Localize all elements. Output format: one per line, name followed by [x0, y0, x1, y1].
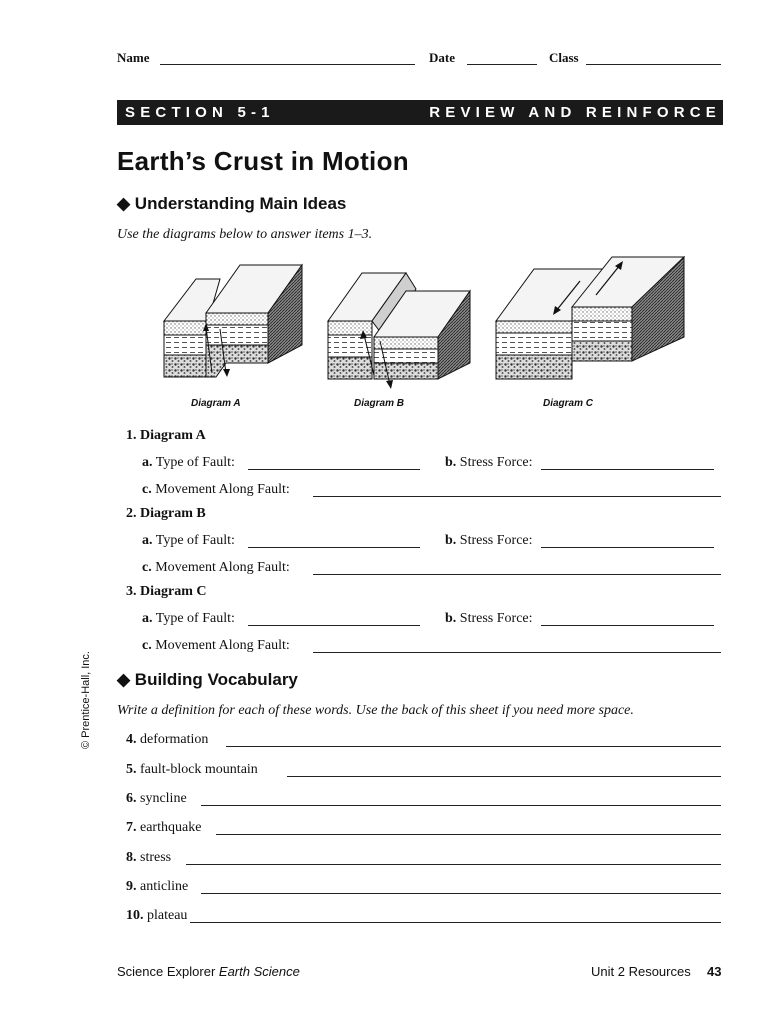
- q1-stress-force: b. Stress Force:: [445, 455, 533, 470]
- vocab-item-fault-block-mountain: 5. fault-block mountain: [126, 762, 258, 777]
- footer-resources: Unit 2 Resources: [591, 964, 691, 979]
- class-field[interactable]: [586, 64, 721, 65]
- q1-type-of-fault-answer[interactable]: [248, 469, 420, 470]
- vocab-answer-earthquake[interactable]: [216, 834, 721, 835]
- section-type: REVIEW AND REINFORCE: [429, 104, 721, 121]
- q2-movement-answer[interactable]: [313, 574, 721, 575]
- class-label: Class: [549, 50, 579, 65]
- q1-movement-answer[interactable]: [313, 496, 721, 497]
- date-field[interactable]: [467, 64, 537, 65]
- vocab-answer-stress[interactable]: [186, 864, 721, 865]
- q2-stress-force-answer[interactable]: [541, 547, 714, 548]
- q2-movement-along-fault: c. Movement Along Fault:: [142, 560, 290, 575]
- diagram-c-graphic: [496, 257, 684, 379]
- vocab-answer-deformation[interactable]: [226, 746, 721, 747]
- q1-type-of-fault: a. Type of Fault:: [142, 455, 235, 470]
- question-2: 2. Diagram B: [126, 506, 206, 521]
- vocab-answer-plateau[interactable]: [190, 922, 721, 923]
- vocab-item-plateau: 10. plateau: [126, 908, 188, 923]
- page-title: Earth’s Crust in Motion: [117, 146, 409, 176]
- vocab-item-anticline: 9. anticline: [126, 879, 189, 894]
- diagram-b-graphic: [328, 273, 470, 389]
- question-1: 1. Diagram A: [126, 428, 206, 443]
- copyright-notice: © Prentice-Hall, Inc.: [80, 651, 92, 749]
- main-ideas-instruction: Use the diagrams below to answer items 1–3.: [117, 227, 373, 242]
- diagram-c-label: Diagram C: [543, 398, 594, 409]
- vocabulary-instruction: Write a definition for each of these words. Use the back of this sheet if you need more space.: [117, 703, 634, 718]
- name-label: Name: [117, 50, 150, 65]
- vocab-answer-fault-block-mountain[interactable]: [287, 776, 721, 777]
- section-bar: [117, 100, 723, 125]
- diagram-a-label: Diagram A: [191, 398, 241, 409]
- date-label: Date: [429, 50, 455, 65]
- q2-type-of-fault: a. Type of Fault:: [142, 533, 235, 548]
- q1-movement-along-fault: c. Movement Along Fault:: [142, 482, 290, 497]
- q2-type-of-fault-answer[interactable]: [248, 547, 420, 548]
- vocab-answer-syncline[interactable]: [201, 805, 721, 806]
- q3-stress-force-answer[interactable]: [541, 625, 714, 626]
- q3-stress-force: b. Stress Force:: [445, 611, 533, 626]
- vocabulary-heading: ◆ Building Vocabulary: [117, 670, 298, 689]
- name-field[interactable]: [160, 64, 415, 65]
- section-number: SECTION 5-1: [125, 104, 275, 121]
- vocab-item-stress: 8. stress: [126, 850, 172, 865]
- q1-stress-force-answer[interactable]: [541, 469, 714, 470]
- q3-type-of-fault: a. Type of Fault:: [142, 611, 235, 626]
- footer-book-title: Science Explorer Earth Science: [117, 964, 300, 979]
- diagram-a-graphic: [164, 265, 302, 377]
- q2-stress-force: b. Stress Force:: [445, 533, 533, 548]
- main-ideas-heading: ◆ Understanding Main Ideas: [117, 194, 347, 213]
- vocab-answer-anticline[interactable]: [201, 893, 721, 894]
- vocab-item-deformation: 4. deformation: [126, 732, 209, 747]
- vocab-item-earthquake: 7. earthquake: [126, 820, 202, 835]
- q3-movement-answer[interactable]: [313, 652, 721, 653]
- page-number: 43: [707, 964, 722, 979]
- diagram-b-label: Diagram B: [354, 398, 405, 409]
- q3-type-of-fault-answer[interactable]: [248, 625, 420, 626]
- q3-movement-along-fault: c. Movement Along Fault:: [142, 638, 290, 653]
- question-3: 3. Diagram C: [126, 584, 207, 599]
- vocab-item-syncline: 6. syncline: [126, 791, 187, 806]
- fault-diagrams: [150, 255, 730, 395]
